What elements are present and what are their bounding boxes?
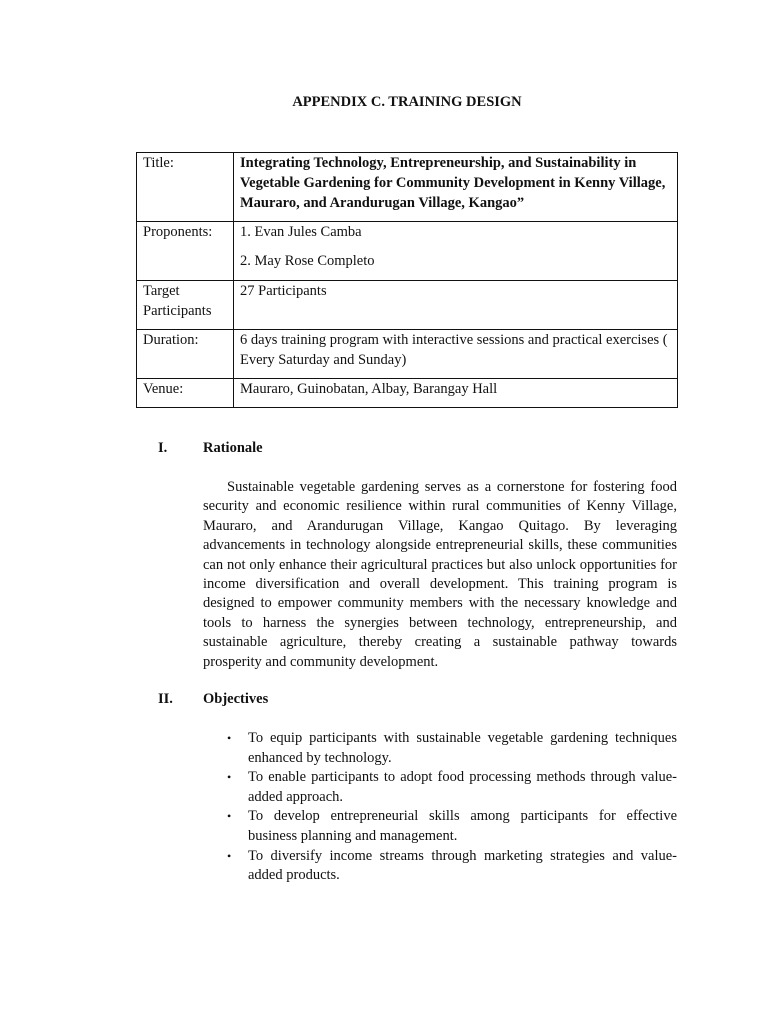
objective-text: To develop entrepreneurial skills among participants for effective business planning and management.: [248, 808, 677, 844]
objectives-number: II.: [158, 691, 173, 707]
target-label-line1: Target: [143, 283, 180, 299]
objectives-title: Objectives: [203, 691, 269, 707]
rationale-title: Rationale: [203, 440, 263, 456]
table-row-target: [137, 281, 678, 330]
bullet-icon: •: [227, 848, 232, 863]
proponent-1: 1. Evan Jules Camba: [240, 224, 362, 240]
bullet-icon: •: [227, 809, 232, 824]
rationale-heading: [158, 440, 263, 457]
duration-label: Duration:: [137, 330, 234, 379]
title-value: Integrating Technology, Entrepreneurship, and Sustainability in Vegetable Gardening for Community Development in Kenny Village, Mauraro, and Arandurugan Village, Kangao”: [234, 153, 678, 222]
objective-text: To equip participants with sustainable vegetable gardening techniques enhanced by technology.: [248, 730, 677, 766]
list-item: [203, 768, 677, 807]
list-item: [203, 847, 677, 886]
duration-value: 6 days training program with interactive sessions and practical exercises ( Every Saturday and Sunday): [234, 330, 678, 379]
objective-text: To enable participants to adopt food processing methods through value-added approach.: [248, 769, 677, 805]
objectives-list: [203, 729, 677, 886]
training-design-table: [136, 152, 678, 408]
objective-text: To diversify income streams through marketing strategies and value-added products.: [248, 847, 677, 884]
venue-value: Mauraro, Guinobatan, Albay, Barangay Hall: [234, 379, 678, 408]
table-row-proponents: [137, 222, 678, 281]
venue-label: Venue:: [137, 379, 234, 408]
list-item: [203, 807, 677, 846]
list-item: [203, 729, 677, 768]
bullet-icon: •: [227, 731, 232, 745]
target-label: [137, 281, 234, 330]
proponents-value: [234, 222, 678, 281]
table-row-duration: [137, 330, 678, 379]
bullet-icon: •: [227, 770, 232, 785]
page-title: APPENDIX C. TRAINING DESIGN: [292, 94, 522, 110]
table-row-venue: [137, 379, 678, 408]
proponents-label: Proponents:: [137, 222, 234, 281]
title-label: Title:: [137, 153, 234, 222]
proponent-2: 2. May Rose Completo: [240, 253, 375, 269]
objectives-heading: [158, 691, 268, 708]
table-row-title: [137, 153, 678, 222]
target-value: 27 Participants: [234, 281, 678, 330]
rationale-paragraph: Sustainable vegetable gardening serves as a cornerstone for fostering food security and economic resilience within rural communities of Kenny Village, Mauraro, and Arandurugan Village, Kangao Quitago. By leveraging advancements in technology alongside entrepreneurial skills, these communities can not only enhance their agricultural practices but also unlock opportunities for income diversification and overall development. This training program is designed to empower community members with the necessary knowledge and tools to harness the synergies between technology, entrepreneurship, and sustainable agriculture, thereby creating a sustainable pathway towards prosperity and community development.: [203, 479, 677, 670]
target-label-line2: Participants: [143, 303, 212, 319]
rationale-number: I.: [158, 440, 168, 456]
